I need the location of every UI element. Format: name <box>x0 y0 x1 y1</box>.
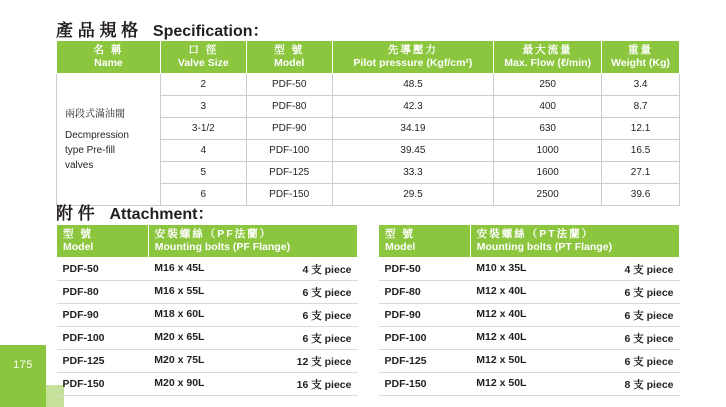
spec-cell-pilot: 39.45 <box>332 140 494 162</box>
attachment-pf-cell-bolt <box>148 350 357 373</box>
attachment-pt-col-model-cn: 型 號 <box>385 228 415 240</box>
attachment-pt-qty-text: 6 支 piece <box>624 286 674 299</box>
table-row <box>379 304 680 327</box>
attachment-pt-cell-model: PDF-50 <box>379 258 471 281</box>
attachment-pt-cell-model: PDF-90 <box>379 304 471 327</box>
spec-cell-pilot: 33.3 <box>332 162 494 184</box>
spec-heading <box>56 16 269 41</box>
spec-name-cell <box>57 74 161 206</box>
attachment-pf-col-model-cn: 型 號 <box>63 228 93 240</box>
attachment-pf-cell-model: PDF-150 <box>57 373 149 396</box>
table-row <box>57 327 358 350</box>
attachment-pf-qty-text: 6 支 piece <box>302 309 352 322</box>
spec-col-max-flow-en: Max. Flow (ℓ/min) <box>504 57 592 69</box>
spec-cell-weight: 3.4 <box>602 74 680 96</box>
spec-cell-flow: 250 <box>494 74 602 96</box>
attachment-pt-bolt-text: M10 x 35L <box>476 261 527 274</box>
spec-cell-size: 3 <box>160 96 246 118</box>
spec-col-weight <box>602 41 680 74</box>
page-number-badge: 175 <box>0 345 46 385</box>
spec-cell-weight: 39.6 <box>602 184 680 206</box>
spec-name-en-2: type Pre-fill <box>65 144 116 156</box>
attachment-pt-bolt-text: M12 x 50L <box>476 376 527 389</box>
spec-col-valve-size-en: Valve Size <box>177 57 229 69</box>
spec-col-model-cn: 型 號 <box>274 44 305 56</box>
attachment-pf-header-row <box>57 225 358 258</box>
attachment-pt-col-bolts-en: Mounting bolts (PT Flange) <box>476 241 613 253</box>
attachment-pt-qty-text: 4 支 piece <box>624 263 674 276</box>
attachment-pf-cell-bolt <box>148 304 357 327</box>
spec-col-model-en: Model <box>274 57 305 69</box>
attachment-pt-cell-bolt <box>470 281 679 304</box>
specification-table <box>56 40 680 206</box>
table-row <box>57 373 358 396</box>
attachment-pt-qty-text: 8 支 piece <box>624 378 674 391</box>
spec-col-pilot-pressure-cn: 先導壓力 <box>387 44 438 56</box>
spec-cell-flow: 1000 <box>494 140 602 162</box>
attachment-pt-qty-text: 6 支 piece <box>624 309 674 322</box>
attachment-pf-bolt-text: M20 x 90L <box>154 376 205 389</box>
spec-col-weight-cn: 重量 <box>628 44 654 56</box>
spec-cell-flow: 1600 <box>494 162 602 184</box>
attachment-pf-qty-text: 6 支 piece <box>302 286 352 299</box>
spec-col-pilot-pressure <box>332 41 494 74</box>
spec-cell-flow: 630 <box>494 118 602 140</box>
spec-col-name <box>57 41 161 74</box>
spec-col-valve-size-cn: 口 徑 <box>188 44 219 56</box>
attachment-pt-cell-model: PDF-100 <box>379 327 471 350</box>
table-row <box>379 258 680 281</box>
spec-heading-cn: 產 品 規 格 <box>56 21 139 40</box>
spec-cell-size: 4 <box>160 140 246 162</box>
attachment-pt-cell-model: PDF-125 <box>379 350 471 373</box>
attachment-heading-cn: 附 件 <box>56 204 95 223</box>
spec-cell-flow: 400 <box>494 96 602 118</box>
attachment-pt-col-bolts-cn: 安裝螺絲（PT法蘭） <box>476 228 595 240</box>
spec-cell-size: 2 <box>160 74 246 96</box>
table-row <box>379 373 680 396</box>
attachment-pf-cell-model: PDF-50 <box>57 258 149 281</box>
spec-cell-size: 6 <box>160 184 246 206</box>
table-row <box>379 281 680 304</box>
attachment-pf-qty-text: 12 支 piece <box>296 355 352 368</box>
table-row <box>57 74 680 96</box>
spec-col-pilot-pressure-en: Pilot pressure (Kgf/cm²) <box>353 57 473 69</box>
spec-cell-weight: 27.1 <box>602 162 680 184</box>
spec-col-valve-size <box>160 41 246 74</box>
attachment-pf-bolt-text: M16 x 45L <box>154 261 205 274</box>
spec-col-max-flow-cn: 最大流量 <box>522 44 573 56</box>
attachment-pt-bolt-text: M12 x 40L <box>476 307 527 320</box>
attachment-pf-cell-bolt <box>148 258 357 281</box>
attachment-pf-qty-text: 4 支 piece <box>302 263 352 276</box>
attachment-pt-cell-bolt <box>470 258 679 281</box>
attachment-pt-cell-bolt <box>470 373 679 396</box>
attachment-table-pt <box>378 224 680 396</box>
attachment-pf-bolt-text: M16 x 55L <box>154 284 205 297</box>
attachment-pt-col-model-en: Model <box>385 241 416 253</box>
page-side-bar-top <box>0 0 22 345</box>
spec-name-cn: 兩段式滿油閥 <box>65 108 125 120</box>
attachment-pf-cell-bolt <box>148 373 357 396</box>
attachment-pt-qty-text: 6 支 piece <box>624 355 674 368</box>
attachment-pf-col-model-en: Model <box>63 241 94 253</box>
attachment-table-pf <box>56 224 358 396</box>
attachment-pf-col-model <box>57 225 149 258</box>
attachment-pf-cell-model: PDF-125 <box>57 350 149 373</box>
spec-cell-model: PDF-50 <box>246 74 332 96</box>
spec-cell-model: PDF-125 <box>246 162 332 184</box>
table-row <box>57 258 358 281</box>
attachment-pf-col-bolts-en: Mounting bolts (PF Flange) <box>154 241 291 253</box>
attachment-pt-cell-bolt <box>470 350 679 373</box>
attachment-pf-bolt-text: M20 x 75L <box>154 353 205 366</box>
attachment-pt-col-bolts <box>470 225 679 258</box>
attachment-pt-cell-model: PDF-150 <box>379 373 471 396</box>
spec-cell-model: PDF-80 <box>246 96 332 118</box>
spec-col-weight-en: Weight (Kg) <box>611 57 670 69</box>
spec-col-model <box>246 41 332 74</box>
attachment-pf-cell-bolt <box>148 327 357 350</box>
attachment-pf-bolt-text: M20 x 65L <box>154 330 205 343</box>
spec-cell-weight: 8.7 <box>602 96 680 118</box>
spec-col-name-cn: 名 稱 <box>93 44 124 56</box>
spec-cell-pilot: 48.5 <box>332 74 494 96</box>
attachment-pt-qty-text: 6 支 piece <box>624 332 674 345</box>
spec-col-max-flow <box>494 41 602 74</box>
attachment-pf-cell-model: PDF-90 <box>57 304 149 327</box>
spec-header-row <box>57 41 680 74</box>
page-bottom-accent <box>0 385 46 407</box>
attachment-pf-cell-bolt <box>148 281 357 304</box>
attachment-pt-bolt-text: M12 x 40L <box>476 330 527 343</box>
attachment-pt-cell-bolt <box>470 327 679 350</box>
attachment-pf-bolt-text: M18 x 60L <box>154 307 205 320</box>
spec-cell-weight: 12.1 <box>602 118 680 140</box>
attachment-pf-col-bolts-cn: 安裝螺絲（PF法蘭） <box>154 228 273 240</box>
spec-cell-pilot: 42.3 <box>332 96 494 118</box>
spec-name-en-1: Decmpression <box>65 129 129 141</box>
spec-heading-en: Specification： <box>152 23 269 40</box>
spec-cell-size: 5 <box>160 162 246 184</box>
table-row <box>57 304 358 327</box>
spec-cell-pilot: 34.19 <box>332 118 494 140</box>
spec-cell-model: PDF-100 <box>246 140 332 162</box>
attachment-pt-cell-bolt <box>470 304 679 327</box>
attachment-heading-en: Attachment： <box>109 206 214 223</box>
attachment-pf-qty-text: 6 支 piece <box>302 332 352 345</box>
attachment-pf-qty-text: 16 支 piece <box>296 378 352 391</box>
attachment-pt-header-row <box>379 225 680 258</box>
table-row <box>57 281 358 304</box>
attachment-pt-bolt-text: M12 x 40L <box>476 284 527 297</box>
attachment-pt-bolt-text: M12 x 50L <box>476 353 527 366</box>
spec-cell-model: PDF-150 <box>246 184 332 206</box>
spec-cell-flow: 2500 <box>494 184 602 206</box>
spec-name-en-3: valves <box>65 159 94 171</box>
spec-cell-pilot: 29.5 <box>332 184 494 206</box>
attachment-pf-cell-model: PDF-80 <box>57 281 149 304</box>
table-row <box>57 350 358 373</box>
spec-cell-weight: 16.5 <box>602 140 680 162</box>
spec-cell-model: PDF-90 <box>246 118 332 140</box>
table-row <box>379 350 680 373</box>
attachment-heading <box>56 199 213 224</box>
attachment-pf-col-bolts <box>148 225 357 258</box>
attachment-pt-cell-model: PDF-80 <box>379 281 471 304</box>
attachment-pt-col-model <box>379 225 471 258</box>
table-row <box>379 327 680 350</box>
attachment-pf-cell-model: PDF-100 <box>57 327 149 350</box>
spec-cell-size: 3-1/2 <box>160 118 246 140</box>
spec-col-name-en: Name <box>94 57 123 69</box>
